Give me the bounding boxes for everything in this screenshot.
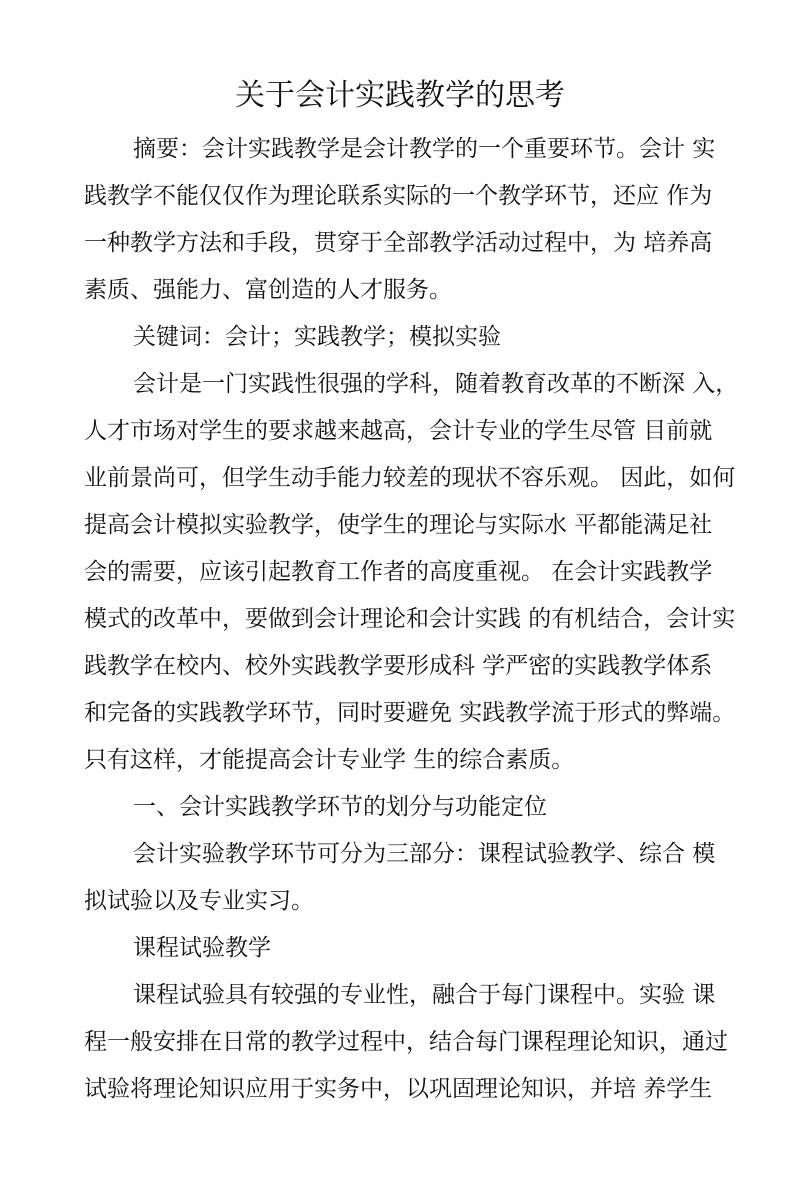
paragraph-line: 和完备的实践教学环节，同时要避免 实践教学流于形式的弊端。	[84, 700, 736, 726]
paragraph-line: 素质、强能力、富创造的人才服务。	[84, 277, 452, 303]
paragraph-line: 践教学不能仅仅作为理论联系实际的一个教学环节，还应 作为	[84, 183, 713, 209]
paragraph-line: 人才市场对学生的要求越来越高，会计专业的学生尽管 目前就	[84, 418, 713, 444]
paragraph-line: 业前景尚可，但学生动手能力较差的现状不容乐观。 因此，如何	[84, 465, 736, 491]
subsection-heading: 课程试验教学	[133, 935, 271, 961]
paragraph-line: 会计是一门实践性很强的学科，随着教育改革的不断深 入，	[133, 371, 739, 397]
keywords-line: 关键词：会计；实践教学；模拟实验	[133, 324, 501, 350]
paragraph-line: 摘要：会计实践教学是会计教学的一个重要环节。会计 实	[133, 136, 716, 162]
paragraph-line: 只有这样，才能提高会计专业学 生的综合素质。	[84, 747, 575, 773]
paragraph-line: 试验将理论知识应用于实务中，以巩固理论知识，并培 养学生	[84, 1076, 713, 1102]
paragraph-line: 提高会计模拟实验教学，使学生的理论与实际水 平都能满足社	[84, 512, 713, 538]
paragraph-line: 课程试验具有较强的专业性，融合于每门课程中。实验 课	[133, 982, 716, 1008]
section-heading: 一、会计实践教学环节的划分与功能定位	[133, 794, 547, 820]
paragraph-line: 会的需要，应该引起教育工作者的高度重视。 在会计实践教学	[84, 559, 713, 585]
paragraph-line: 会计实验教学环节可分为三部分：课程试验教学、综合 模	[133, 841, 716, 867]
document-title: 关于会计实践教学的思考	[235, 78, 565, 113]
paragraph-line: 一种教学方法和手段，贯穿于全部教学活动过程中，为 培养高	[84, 230, 713, 256]
paragraph-line: 程一般安排在日常的教学过程中，结合每门课程理论知识，通过	[84, 1029, 728, 1055]
paragraph-line: 模式的改革中，要做到会计理论和会计实践 的有机结合，会计实	[84, 606, 736, 632]
paragraph-line: 践教学在校内、校外实践教学要形成科 学严密的实践教学体系	[84, 653, 713, 679]
paragraph-line: 拟试验以及专业实习。	[84, 888, 314, 914]
